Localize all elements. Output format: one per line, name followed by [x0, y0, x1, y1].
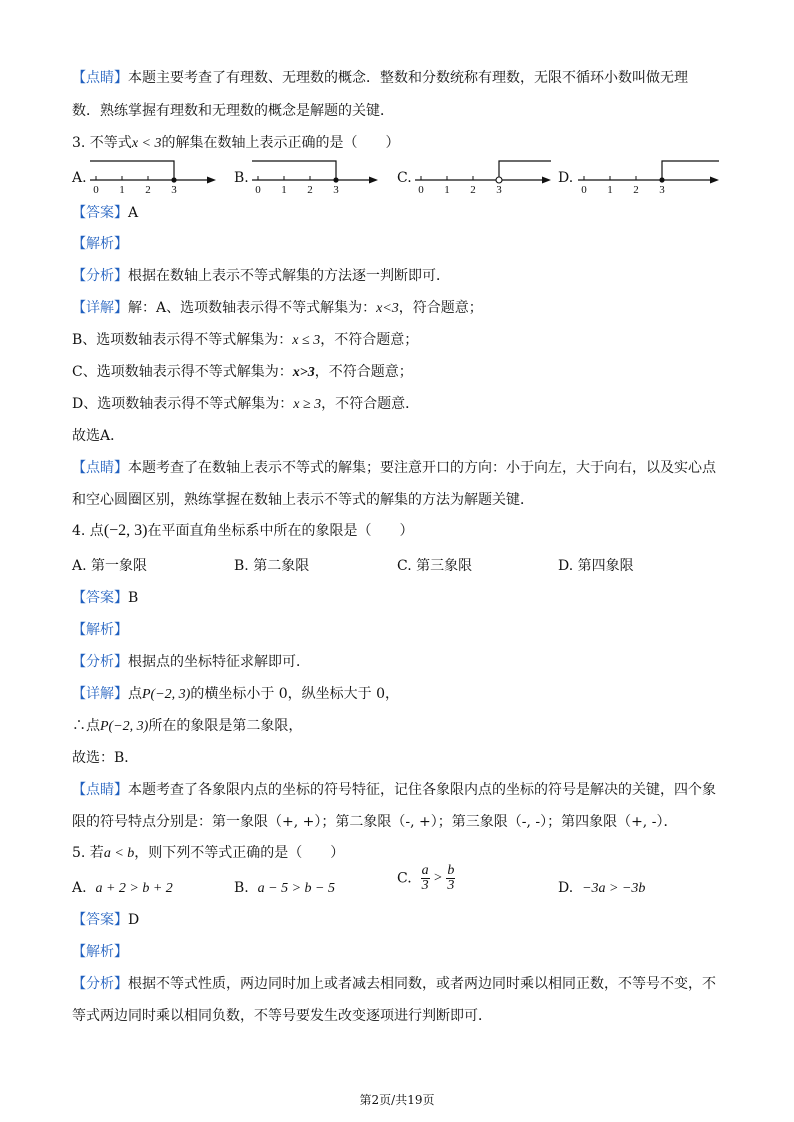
option-label: A.: [72, 558, 87, 574]
top-note-line2: [72, 101, 394, 121]
q4-note-line2: 限的符号特点分别是：第一象限（+, +）；第二象限（-, +）；第三象限（-, -）；第四象限（+, -）．: [72, 814, 678, 830]
jiexi-tag: 【解析】: [72, 622, 128, 638]
q5-jiexi: [72, 942, 128, 962]
hollow-point: [496, 177, 502, 183]
analysis-tag: 【分析】: [72, 976, 128, 992]
q5-analysis-line1: [72, 974, 716, 994]
analysis-text: 根据点的坐标特征求解即可．: [128, 654, 310, 670]
q3-option-d-label: D.: [558, 170, 574, 186]
detail-tail: ，符合题意；: [398, 300, 483, 316]
axis-arrow: [369, 177, 378, 184]
q3-detail-b: [72, 330, 418, 351]
option-expr: a + 2 > b + 2: [95, 881, 173, 896]
jiexi-tag: 【解析】: [72, 944, 128, 960]
q5-option-a: [72, 878, 173, 899]
q3-prefix: 3. 不等式: [72, 135, 132, 151]
answer-value: B: [128, 590, 139, 606]
option-text: 第三象限: [416, 558, 473, 574]
q5-answer: [72, 910, 139, 930]
tick-label: 0: [418, 184, 424, 195]
q3-conclusion: 故选A．: [72, 428, 125, 444]
note-text: 本题主要考查了有理数、无理数的概念．整数和分数统称有理数，无限不循环小数叫做无理: [128, 70, 688, 86]
option-text: 第一象限: [91, 558, 148, 574]
answer-tag: 【答案】: [72, 205, 128, 221]
note-tag: 【点睛】: [72, 70, 128, 86]
option-label: A.: [72, 880, 87, 896]
top-note-line1: [72, 68, 688, 88]
note-tag: 【点睛】: [72, 460, 128, 476]
detail-text: B、选项数轴表示得不等式解集为：: [72, 332, 293, 348]
answer-value: D: [128, 912, 140, 928]
detail-tail: ，不符合题意．: [321, 396, 420, 412]
analysis-text: 根据不等式性质，两边同时加上或者减去相同数，或者两边同时乘以相同正数，不等号不变，不: [128, 976, 716, 992]
q3-option-b-label: B.: [234, 170, 249, 186]
detail-tail: ，不符合题意；: [314, 364, 413, 380]
tick-label: 1: [281, 184, 287, 195]
fraction-b-over-3: [446, 864, 455, 893]
tick-label: 3: [496, 184, 502, 195]
q3-option-a-number-line: [90, 155, 220, 195]
q4-note-line1: [72, 780, 716, 800]
answer-tag: 【答案】: [72, 912, 128, 928]
detail-tail: ，不符合题意；: [320, 332, 419, 348]
option-label: C.: [397, 870, 412, 887]
q4-suffix: 在平面直角坐标系中所在的象限是（ ）: [147, 523, 414, 539]
tick-label: 2: [470, 184, 476, 195]
option-label: B.: [234, 880, 249, 896]
solid-point: [171, 177, 176, 182]
solid-point: [333, 177, 338, 182]
axis-arrow: [542, 177, 551, 184]
q4-answer: [72, 588, 138, 608]
q3-option-c-label: C.: [397, 170, 412, 186]
jiexi-tag: 【解析】: [72, 236, 128, 252]
detail-tag: 【详解】: [72, 300, 128, 316]
tick-label: 3: [659, 184, 665, 195]
detail-text: 所在的象限是第二象限，: [148, 718, 303, 734]
page-footer: 第2页/共19页: [359, 1093, 435, 1107]
detail-text: D、选项数轴表示得不等式解集为：: [72, 396, 294, 412]
option-label: D.: [558, 558, 574, 574]
q3-suffix: 的解集在数轴上表示正确的是（ ）: [161, 135, 400, 151]
q3-note-line2: 和空心圆圈区别，熟练掌握在数轴上表示不等式的解集的方法为解题关键．: [72, 492, 534, 508]
tick-label: 2: [307, 184, 313, 195]
note-text: 本题考查了在数轴上表示不等式的解集；要注意开口的方向：小于向左，大于向右，以及实心点: [128, 460, 716, 476]
q4-option-a: [72, 556, 147, 576]
q4-point: (−2, 3): [103, 522, 148, 539]
q5-option-c: [397, 864, 455, 893]
solution-range-line: [252, 161, 336, 180]
note-text: 本题考查了各象限内点的坐标的符号特征，记住各象限内点的坐标的符号是解决的关键，四个象: [128, 782, 716, 798]
detail-point: P(−2, 3): [100, 719, 149, 734]
solid-point: [659, 177, 664, 182]
answer-value: A: [128, 205, 139, 221]
q4-prefix: 4. 点: [72, 523, 104, 539]
analysis-tag: 【分析】: [72, 654, 128, 670]
q3-jiexi: [72, 234, 128, 254]
q4-option-b: [234, 556, 309, 576]
q4-analysis: [72, 652, 310, 672]
tick-label: 1: [119, 184, 125, 195]
detail-expr: x>3: [292, 365, 315, 380]
q3-detail-c: [72, 362, 413, 383]
q5-suffix: ，则下列不等式正确的是（ ）: [134, 845, 345, 861]
q3-note-line1: [72, 458, 716, 478]
q3-detail-d: [72, 394, 419, 415]
solution-range-line: [90, 161, 174, 180]
note-tag: 【点睛】: [72, 782, 128, 798]
detail-tag: 【详解】: [72, 686, 128, 702]
tick-label: 1: [444, 184, 450, 195]
q5-stem: [72, 843, 344, 864]
detail-text: 解：A、选项数轴表示得不等式解集为：: [128, 300, 377, 316]
q5-expr: a < b: [103, 846, 135, 861]
answer-tag: 【答案】: [72, 590, 128, 606]
detail-text: 点: [128, 686, 142, 702]
q3-option-b-number-line: [252, 155, 382, 195]
detail-text: 的横坐标小于 0，纵坐标大于 0，: [190, 686, 400, 702]
option-label: C.: [397, 558, 412, 574]
q3-option-a-label: A.: [72, 170, 87, 186]
q4-conclusion: 故选：B．: [72, 750, 139, 766]
q3-analysis: [72, 266, 450, 286]
q3-option-c-number-line: [415, 155, 555, 195]
detail-point: P(−2, 3): [142, 687, 191, 702]
fraction-numerator: b: [447, 863, 455, 878]
tick-label: 0: [93, 184, 99, 195]
q4-stem: [72, 521, 414, 541]
option-label: D.: [558, 880, 574, 896]
q4-option-d: [558, 556, 634, 576]
tick-label: 0: [581, 184, 587, 195]
detail-expr: x ≥ 3: [293, 397, 322, 412]
q5-analysis-line2: 等式两边同时乘以相同负数，不等号要发生改变逐项进行判断即可．: [72, 1008, 492, 1024]
q3-expr: x < 3: [131, 136, 162, 151]
q3-stem: [72, 133, 399, 154]
q4-jiexi: [72, 620, 128, 640]
axis-arrow: [207, 177, 216, 184]
q5-option-b: [234, 878, 335, 899]
tick-label: 2: [145, 184, 151, 195]
fraction-relation: >: [434, 870, 442, 886]
q3-option-d-number-line: [578, 155, 723, 195]
axis-arrow: [710, 177, 719, 184]
tick-label: 1: [607, 184, 613, 195]
option-text: 第二象限: [253, 558, 310, 574]
option-expr: −3a > −3b: [582, 881, 646, 896]
q5-option-d: [558, 878, 645, 899]
q3-answer: [72, 203, 138, 223]
q5-prefix: 5. 若: [72, 845, 104, 861]
option-expr: a − 5 > b − 5: [257, 881, 335, 896]
q4-detail: [72, 684, 399, 705]
tick-label: 3: [333, 184, 339, 195]
detail-expr: x<3: [376, 301, 399, 316]
detail-text: C、选项数轴表示得不等式解集为：: [72, 364, 293, 380]
analysis-text: 根据在数轴上表示不等式解集的方法逐一判断即可．: [128, 268, 450, 284]
q4-option-c: [397, 556, 472, 576]
detail-text: ∴点: [72, 718, 100, 734]
fraction-numerator: a: [421, 863, 429, 878]
tick-label: 0: [255, 184, 261, 195]
fraction-denominator: 3: [421, 878, 429, 893]
analysis-tag: 【分析】: [72, 268, 128, 284]
fraction-denominator: 3: [447, 878, 455, 893]
q4-detail-line2: [72, 716, 302, 737]
fraction-a-over-3: [421, 864, 430, 893]
option-label: B.: [234, 558, 249, 574]
q3-detail-a: [72, 298, 483, 319]
tick-label: 3: [171, 184, 177, 195]
detail-expr: x ≤ 3: [292, 333, 321, 348]
note-text: 数．熟练掌握有理数和无理数的概念是解题的关键．: [72, 103, 394, 119]
tick-label: 2: [633, 184, 639, 195]
option-text: 第四象限: [577, 558, 634, 574]
